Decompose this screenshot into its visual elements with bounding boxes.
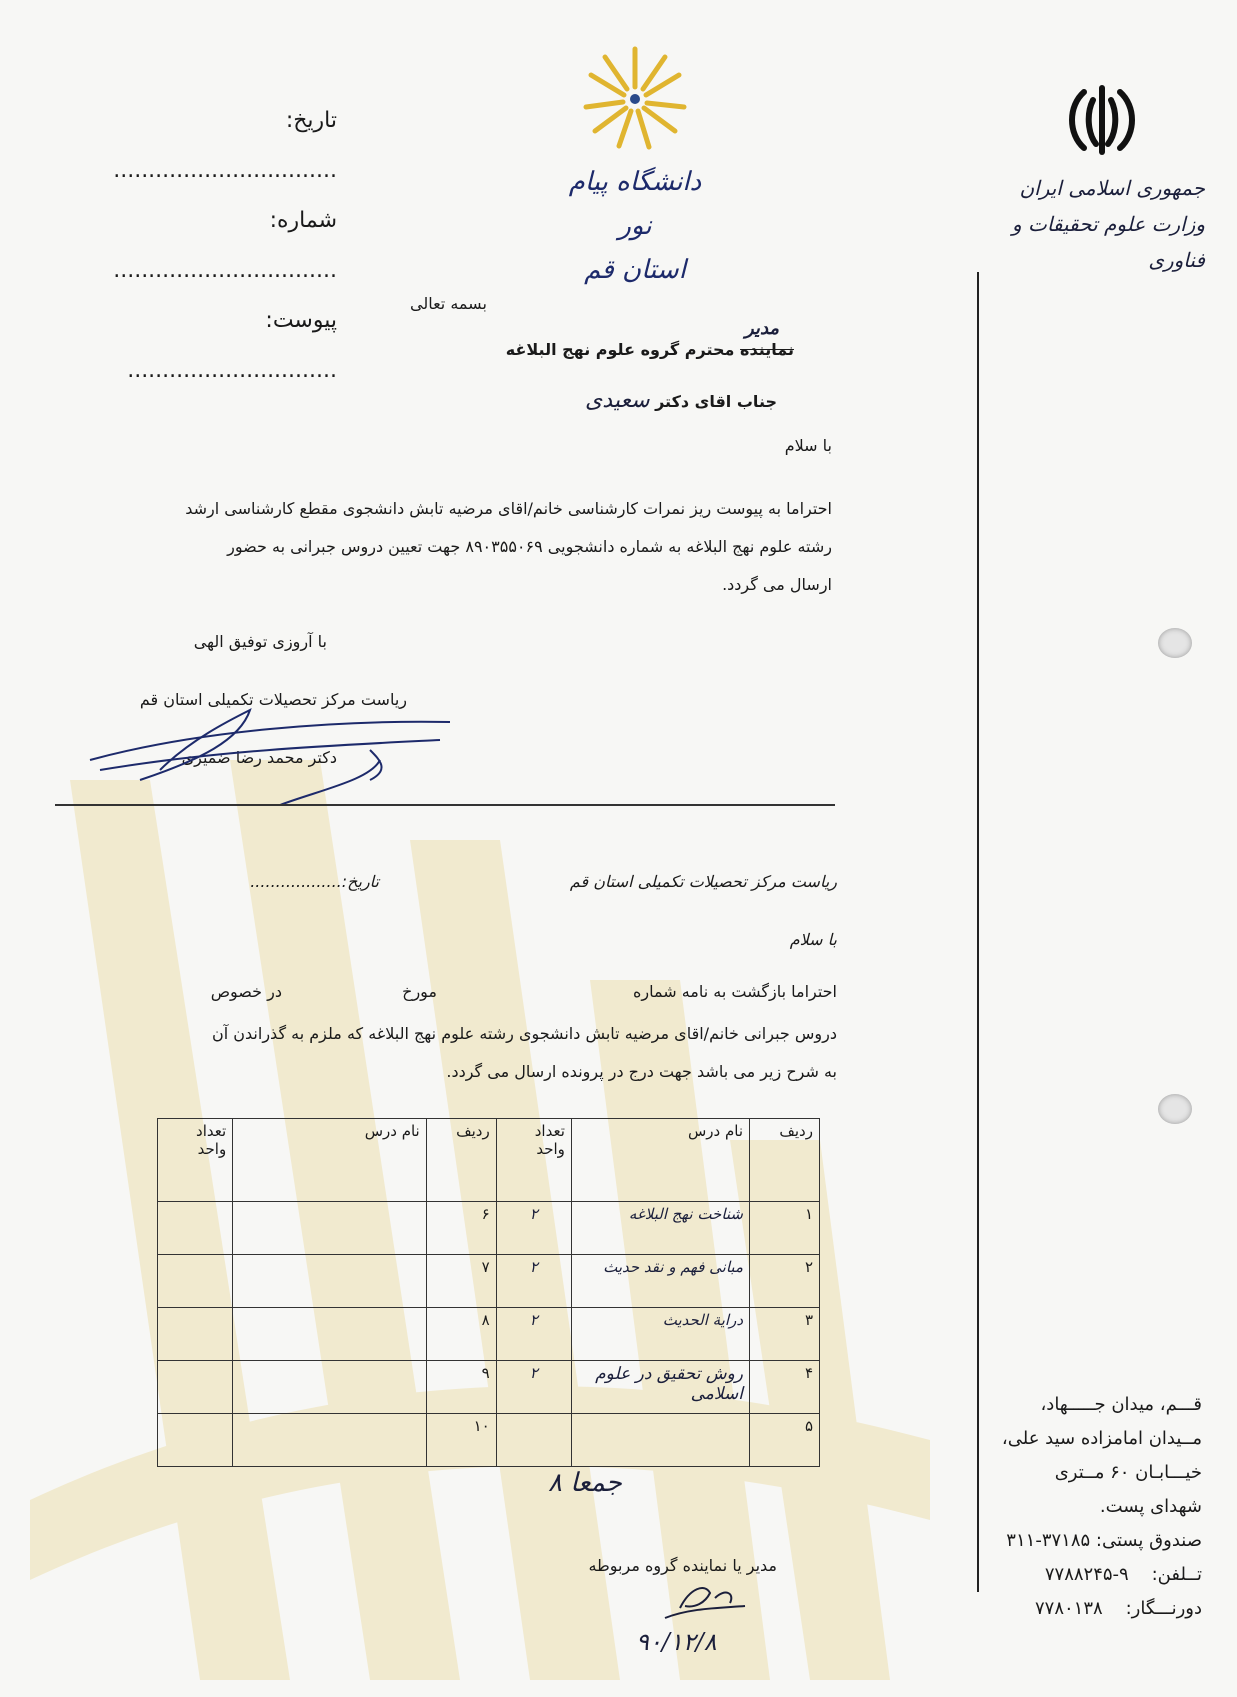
punch-hole xyxy=(1158,1094,1192,1124)
row-number: ۴ xyxy=(750,1361,820,1414)
course-units: ۲ xyxy=(496,1202,571,1255)
addressee-handwritten: سعیدی xyxy=(585,388,650,413)
reply-body: دروس جبرانی خانم/اقای مرضیه تابش دانشجوی رشته علوم نهج البلاغه که ملزم به گذراندن آن به شرح زیر می باشد جهت درج در پرونده ارسال می گردد. xyxy=(212,1024,837,1081)
courses-table xyxy=(157,1118,820,1467)
recipient-handwritten: مدیر xyxy=(745,318,780,339)
course-name xyxy=(233,1308,427,1361)
course-units: ۲ xyxy=(496,1255,571,1308)
course-units xyxy=(158,1255,233,1308)
reply-signature-graphic xyxy=(660,1578,750,1628)
reply-date: تاریخ:.................. xyxy=(250,872,379,891)
course-name: درایة الحدیث xyxy=(571,1308,749,1361)
table-header: تعداد واحد xyxy=(496,1119,571,1202)
reply-body-line1b: مورخ xyxy=(402,982,437,1001)
row-number: ۸ xyxy=(426,1308,496,1361)
course-units: ۲ xyxy=(496,1361,571,1414)
iran-emblem-icon xyxy=(1062,78,1142,158)
row-number: ۶ xyxy=(426,1202,496,1255)
course-units xyxy=(158,1308,233,1361)
table-row xyxy=(158,1308,820,1361)
course-name xyxy=(233,1255,427,1308)
row-number: ۵ xyxy=(750,1414,820,1467)
table-header: ردیف xyxy=(750,1119,820,1202)
table-row xyxy=(158,1361,820,1414)
row-number: ۱۰ xyxy=(426,1414,496,1467)
recipient-line: نماینده محترم گروه علوم نهج البلاغه xyxy=(505,340,794,359)
course-name xyxy=(233,1202,427,1255)
course-name xyxy=(233,1361,427,1414)
section-divider xyxy=(55,804,835,806)
course-units xyxy=(158,1414,233,1467)
signer-title: ریاست مرکز تحصیلات تکمیلی استان قم xyxy=(139,690,407,709)
number-field: شماره: ................................ xyxy=(113,208,337,283)
signer-name: دکتر محمد رضا ضمیری xyxy=(181,748,337,767)
table-row xyxy=(158,1202,820,1255)
letter-body: احتراما به پیوست ریز نمرات کارشناسی خانم/اقای مرضیه تابش دانشجوی مقطع کارشناسی ارشد رشته علوم نهج البلاغه به شماره دانشجویی ۸۹۰۳۵۵۰۶۹ جهت تعیین دروس جبرانی به حضور ارسال می گردد. xyxy=(185,499,832,594)
table-header: نام درس xyxy=(571,1119,749,1202)
signature-graphic xyxy=(80,700,460,810)
addressee-line: جناب اقای دکتر سعیدی xyxy=(585,388,777,413)
course-name xyxy=(233,1414,427,1467)
reply-greeting: با سلام xyxy=(789,930,837,949)
course-units xyxy=(158,1202,233,1255)
attachment-field: پیوست: .............................. xyxy=(127,308,337,383)
course-units: ۲ xyxy=(496,1308,571,1361)
reply-to-line: ریاست مرکز تحصیلات تکمیلی استان قم xyxy=(569,872,837,891)
table-row xyxy=(158,1414,820,1467)
ministry-title: جمهوری اسلامی ایران وزارت علوم تحقیقات و فناوری xyxy=(1011,176,1205,272)
university-name: دانشگاه پیام نور استان قم xyxy=(568,167,702,285)
reply-signer-title: مدیر یا نماینده گروه مربوطه xyxy=(588,1556,777,1575)
course-name: مبانی فهم و نقد حدیث xyxy=(571,1255,749,1308)
reply-sign-date: ۹۰/۱۲/۸ xyxy=(636,1628,717,1656)
table-header-row xyxy=(158,1119,820,1202)
reply-body-line1a: احتراما بازگشت به نامه شماره xyxy=(632,982,837,1001)
course-name xyxy=(571,1414,749,1467)
row-number: ۹ xyxy=(426,1361,496,1414)
table-row xyxy=(158,1255,820,1308)
phone-line: تــلفن: ۹-۷۷۸۸۲۴۵ xyxy=(1044,1564,1202,1585)
recipient-struck: نماینده xyxy=(740,340,794,359)
course-name: روش تحقیق در علوم اسلامی xyxy=(571,1361,749,1414)
table-header: ردیف xyxy=(426,1119,496,1202)
university-logo-icon xyxy=(580,44,690,154)
total-handwritten: جمعا ۸ xyxy=(548,1468,622,1498)
closing: با آروزی توفیق الهی xyxy=(193,632,327,651)
table-header: تعداد واحد xyxy=(158,1119,233,1202)
greeting: با سلام xyxy=(784,436,832,455)
date-field: تاریخ: ................................ xyxy=(113,108,337,183)
row-number: ۷ xyxy=(426,1255,496,1308)
address-block: قـــم، میدان جـــــهاد، مــیدان امامزاده سید علی، خیـــابـان ۶۰ مــتری شهدای پست. صندوق پستی: ۳۷۱۸۵-۳۱۱ تــلفن: ۹-۷۷۸۸۲۴۵ دورنـــگار: ۷۷۸۰۱۳۸ xyxy=(962,1388,1202,1626)
punch-hole xyxy=(1158,628,1192,658)
table-header: نام درس xyxy=(233,1119,427,1202)
course-units xyxy=(496,1414,571,1467)
row-number: ۳ xyxy=(750,1308,820,1361)
row-number: ۱ xyxy=(750,1202,820,1255)
bismillah: بسمه تعالی xyxy=(410,294,487,313)
course-units xyxy=(158,1361,233,1414)
fax-line: دورنـــگار: ۷۷۸۰۱۳۸ xyxy=(1035,1598,1202,1619)
course-name: شناخت نهج البلاغه xyxy=(571,1202,749,1255)
header-fields xyxy=(77,96,337,396)
reply-body-line1c: در خصوص xyxy=(210,982,282,1001)
row-number: ۲ xyxy=(750,1255,820,1308)
